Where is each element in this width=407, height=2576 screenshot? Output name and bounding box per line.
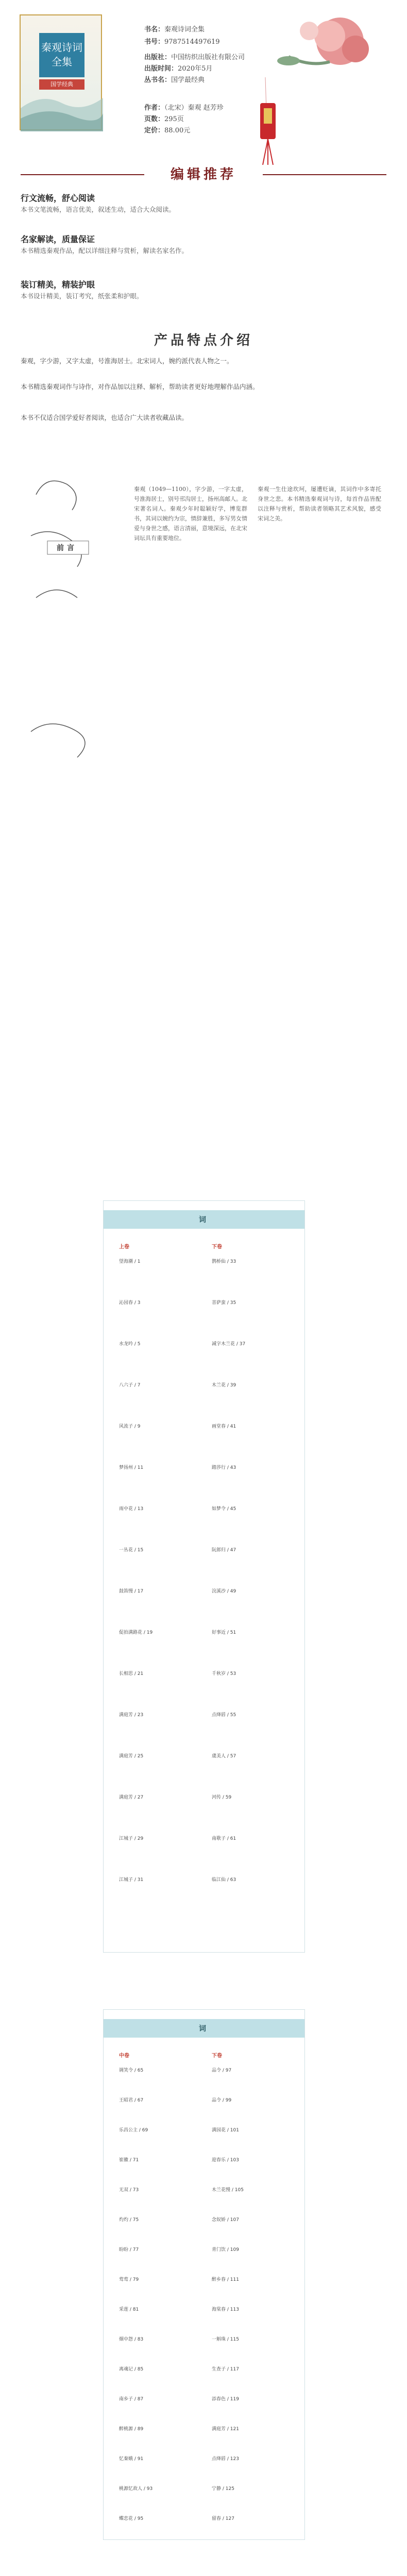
- info-price: 定价：88.00元: [144, 127, 191, 134]
- info-title: 书名：秦观诗词全集: [144, 26, 205, 33]
- toc-item[interactable]: 雨中花 / 13: [119, 1506, 144, 1512]
- recommend-title: 编辑推荐: [170, 167, 236, 182]
- toc-item[interactable]: 木兰花慢 / 105: [212, 2188, 244, 2193]
- toc-item[interactable]: 南乡子 / 87: [119, 2397, 144, 2402]
- toc-item[interactable]: 减字木兰花 / 37: [212, 1342, 246, 1347]
- toc-item[interactable]: 离魂记 / 85: [119, 2367, 144, 2372]
- toc-item[interactable]: 风流子 / 9: [119, 1424, 141, 1429]
- cover-subtitle: 国学经典: [39, 79, 84, 90]
- toc-item[interactable]: 品令 / 99: [212, 2098, 232, 2103]
- flower-decoration: [0, 0, 407, 165]
- toc-item[interactable]: 念奴娇 / 107: [212, 2217, 239, 2223]
- toc-item[interactable]: 品令 / 97: [212, 2068, 232, 2073]
- toc-item[interactable]: 留春 / 127: [212, 2516, 234, 2521]
- preface-col-1: 秦观（1049—1100），字少游，一字太虚，号淮海居士，别号邗沟居士，扬州高邮人。北宋著名词人。秦观少年时聪颖好学，博览群书，其词以婉约为宗，情辞兼胜，多写男女情爱与身世之感，语言清丽，意境深远，在北宋词坛具有重要地位。: [134, 486, 247, 541]
- info-publisher: 出版社：中国纺织出版社有限公司: [144, 54, 245, 61]
- toc-item[interactable]: 崔徽 / 71: [119, 2158, 139, 2163]
- toc-item[interactable]: 王昭君 / 67: [119, 2098, 144, 2103]
- info-isbn: 书号：9787514497619: [144, 38, 220, 46]
- toc-item[interactable]: 木兰花 / 39: [212, 1383, 236, 1388]
- toc-item[interactable]: 采莲 / 81: [119, 2307, 139, 2312]
- toc-item[interactable]: 满庭芳 / 25: [119, 1754, 144, 1759]
- preface-decor: [0, 464, 407, 1185]
- toc-item[interactable]: 踏莎行 / 43: [212, 1465, 236, 1470]
- toc-item[interactable]: 望海潮 / 1: [119, 1259, 141, 1264]
- recommend-body-2: 本书精选秦观作品，配以详细注释与赏析，解读名家名作。: [21, 247, 189, 255]
- toc-section-heading: 下卷: [212, 1244, 222, 1250]
- toc-item[interactable]: 生查子 / 117: [212, 2367, 239, 2372]
- recommend-head-2: 名家解读，质量保证: [21, 235, 95, 244]
- toc-item[interactable]: 如梦令 / 45: [212, 1506, 236, 1512]
- toc-section-heading: 上卷: [119, 1244, 129, 1250]
- toc-item[interactable]: 宁静 / 125: [212, 2486, 234, 2492]
- toc-item[interactable]: 促拍满路花 / 19: [119, 1630, 153, 1635]
- toc-item[interactable]: 迎春乐 / 103: [212, 2158, 239, 2163]
- toc-item[interactable]: 忆秦娥 / 91: [119, 2456, 144, 2462]
- recommend-head-1: 行文流畅，舒心阅读: [21, 194, 95, 203]
- toc-item[interactable]: 青门饮 / 109: [212, 2247, 239, 2252]
- toc-item[interactable]: 一斛珠 / 115: [212, 2337, 239, 2342]
- toc-item[interactable]: 虞美人 / 57: [212, 1754, 236, 1759]
- toc-item[interactable]: 鹊桥仙 / 33: [212, 1259, 236, 1264]
- toc-item[interactable]: 乐昌公主 / 69: [119, 2128, 148, 2133]
- info-date: 出版时间：2020年5月: [144, 65, 213, 73]
- toc-item[interactable]: 点绛唇 / 55: [212, 1713, 236, 1718]
- toc-item[interactable]: 梦扬州 / 11: [119, 1465, 144, 1470]
- toc-item[interactable]: 浣溪沙 / 49: [212, 1589, 236, 1594]
- toc-item[interactable]: 一丛花 / 15: [119, 1548, 144, 1553]
- toc-item[interactable]: 江城子 / 31: [119, 1877, 144, 1883]
- recommend-head-3: 装订精美，精装护眼: [21, 281, 95, 290]
- toc-item[interactable]: 点绛唇 / 123: [212, 2456, 239, 2462]
- toc-item[interactable]: 阮郎归 / 47: [212, 1548, 236, 1553]
- features-title: 产品特点介绍: [154, 333, 253, 348]
- toc-item[interactable]: 满庭芳 / 27: [119, 1795, 144, 1800]
- toc-item[interactable]: 画堂春 / 41: [212, 1424, 236, 1429]
- toc-item[interactable]: 醉乡春 / 111: [212, 2277, 239, 2282]
- toc-item[interactable]: 蝶恋花 / 95: [119, 2516, 144, 2521]
- toc-item[interactable]: 醉桃源 / 89: [119, 2427, 144, 2432]
- toc-label: 词: [199, 1216, 209, 1224]
- toc-item[interactable]: 水龙吟 / 5: [119, 1342, 141, 1347]
- toc-block: [103, 1200, 305, 1953]
- toc-item[interactable]: 江城子 / 29: [119, 1836, 144, 1841]
- feature-para-1: 秦观，字少游，又字太虚，号淮海居士。北宋词人，婉约派代表人物之一。: [21, 357, 233, 365]
- divider-left: [21, 174, 144, 175]
- toc-item[interactable]: 海棠春 / 113: [212, 2307, 239, 2312]
- toc-item[interactable]: 鼓笛慢 / 17: [119, 1589, 144, 1594]
- toc-item[interactable]: 调笑令 / 65: [119, 2068, 144, 2073]
- toc-section-heading: 中卷: [119, 2053, 129, 2059]
- feature-para-2: 本书精选秦观词作与诗作，对作品加以注释、解析，帮助读者更好地理解作品内涵。: [21, 383, 259, 391]
- toc-item[interactable]: 满庭芳 / 23: [119, 1713, 144, 1718]
- toc-item[interactable]: 沁园春 / 3: [119, 1300, 141, 1306]
- toc-item[interactable]: 南歌子 / 61: [212, 1836, 236, 1841]
- toc-item[interactable]: 八六子 / 7: [119, 1383, 141, 1388]
- toc-item[interactable]: 河传 / 59: [212, 1795, 232, 1800]
- toc-item[interactable]: 菩萨蛮 / 35: [212, 1300, 236, 1306]
- feature-para-3: 本书不仅适合国学爱好者阅读，也适合广大读者收藏品读。: [21, 414, 189, 421]
- recommend-body-1: 本书文笔流畅，语言优美，叙述生动，适合大众阅读。: [21, 206, 176, 213]
- info-pages: 页数：295页: [144, 115, 184, 123]
- toc-item[interactable]: 盼盼 / 77: [119, 2247, 139, 2252]
- info-series: 丛书名：国学最经典: [144, 76, 205, 84]
- toc-label: 词: [199, 2025, 209, 2033]
- preface-label: 前言: [57, 544, 77, 552]
- toc-item[interactable]: 临江仙 / 63: [212, 1877, 236, 1883]
- toc-item[interactable]: 长相思 / 21: [119, 1671, 144, 1676]
- toc-item[interactable]: 桃源忆故人 / 93: [119, 2486, 153, 2492]
- toc-item[interactable]: 灼灼 / 75: [119, 2217, 139, 2223]
- toc-block: [103, 2009, 305, 2540]
- toc-section-heading: 下卷: [212, 2053, 222, 2059]
- toc-item[interactable]: 莺莺 / 79: [119, 2277, 139, 2282]
- cover-title: 秦观诗词全集: [39, 33, 84, 77]
- divider-right: [263, 174, 386, 175]
- toc-item[interactable]: 好事近 / 51: [212, 1630, 236, 1635]
- preface-col-2: 秦观一生仕途坎坷，屡遭贬谪，其词作中多寄托身世之悲。本书精选秦观词与诗，每首作品皆配以注释与赏析，帮助读者领略其艺术风貌，感受宋词之美。: [258, 486, 381, 522]
- toc-item[interactable]: 添春色 / 119: [212, 2397, 239, 2402]
- toc-item[interactable]: 满庭芳 / 121: [212, 2427, 239, 2432]
- toc-item[interactable]: 无双 / 73: [119, 2188, 139, 2193]
- toc-item[interactable]: 满园花 / 101: [212, 2128, 239, 2133]
- toc-item[interactable]: 烟中怨 / 83: [119, 2337, 144, 2342]
- toc-item[interactable]: 千秋岁 / 53: [212, 1671, 236, 1676]
- recommend-body-3: 本书设计精美，装订考究，纸张柔和护眼。: [21, 292, 143, 300]
- info-author: 作者：（北宋）秦观 赵芳珍: [144, 104, 224, 112]
